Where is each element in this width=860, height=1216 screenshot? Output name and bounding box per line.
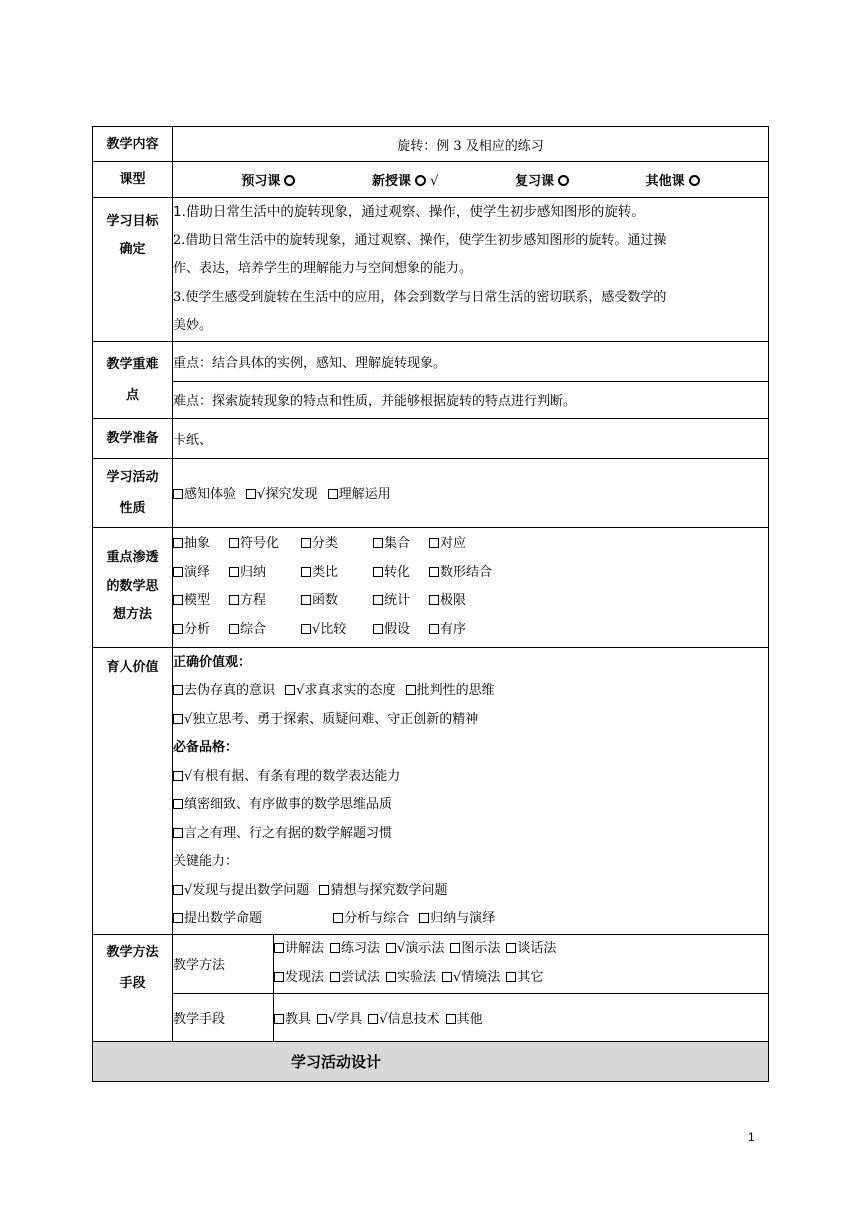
goal-item: 2.借助日常生活中的旋转现象，通过观察、操作，使学生初步感知图形的旋转。通过操 <box>173 232 667 248</box>
key-point-row <box>93 341 769 381</box>
character-checkbox[interactable]: 缜密细致、有序做事的数学思维品质 <box>173 791 768 820</box>
ability-line <box>173 905 768 934</box>
preparation-value: 卡纸、 <box>173 418 769 458</box>
lesson-type-option[interactable]: 其他课 <box>646 170 700 189</box>
method-line <box>274 935 768 964</box>
key-point-text: 重点：结合具体的实例，感知、理解旋转现象。 <box>173 341 769 381</box>
checkbox-icon <box>429 624 439 634</box>
thinking-checkbox[interactable]: 集合 <box>373 530 423 559</box>
checkbox-icon <box>173 624 183 634</box>
checkbox-icon <box>330 943 340 953</box>
methods-row <box>93 934 769 993</box>
values-checkbox[interactable]: √独立思考、勇于探索、质疑问难、守正创新的精神 <box>173 706 768 735</box>
thinking-checkbox[interactable]: 极限 <box>429 593 466 608</box>
checkbox-icon <box>301 538 311 548</box>
lesson-plan-table <box>92 126 769 1082</box>
thinking-checkbox[interactable]: 有序 <box>429 622 466 637</box>
method-checkbox[interactable]: 发现法 <box>274 970 324 985</box>
design-heading: 学习活动设计 <box>93 1041 769 1081</box>
method-checkbox[interactable]: 讲解法 <box>274 941 324 956</box>
lesson-type-option[interactable]: 复习课 <box>515 170 569 189</box>
thinking-checkbox[interactable]: 统计 <box>373 587 423 616</box>
thinking-line <box>173 587 768 616</box>
thinking-checkbox[interactable]: 方程 <box>229 587 295 616</box>
ability-checkbox[interactable]: 归纳与演绎 <box>419 911 495 926</box>
ability-checkbox[interactable]: 提出数学命题 <box>173 905 323 934</box>
values-heading: 正确价值观： <box>173 654 252 670</box>
ability-checkbox[interactable]: √发现与提出数学问题 <box>173 883 309 898</box>
means-checkbox[interactable]: √信息技术 <box>368 1012 439 1027</box>
activity-checkbox[interactable]: √探究发现 <box>246 487 317 502</box>
checkbox-icon <box>506 943 516 953</box>
radio-icon <box>284 175 295 186</box>
checkbox-icon <box>406 685 416 695</box>
goal-item: 美妙。 <box>173 318 213 333</box>
method-line <box>274 964 768 993</box>
preparation-row <box>93 418 769 458</box>
method-checkbox[interactable]: 图示法 <box>450 941 500 956</box>
goals-row <box>93 198 769 342</box>
content-value: 旋转：例 3 及相应的练习 <box>173 127 769 162</box>
checkbox-icon <box>373 538 383 548</box>
content-row <box>93 127 769 162</box>
checkbox-icon <box>301 567 311 577</box>
checkbox-icon <box>173 595 183 605</box>
checkbox-icon <box>330 972 340 982</box>
method-checkbox[interactable]: √情境法 <box>442 970 500 985</box>
ability-heading: 关键能力： <box>173 854 239 869</box>
methods-label: 教学方法 手段 <box>93 934 173 1041</box>
checkbox-icon <box>373 567 383 577</box>
thinking-checkbox[interactable]: 转化 <box>373 559 423 588</box>
character-heading: 必备品格： <box>173 740 239 755</box>
checkbox-icon <box>373 624 383 634</box>
checkbox-icon <box>173 771 183 781</box>
checkbox-icon <box>317 1014 327 1024</box>
thinking-line <box>173 559 768 588</box>
thinking-checkbox[interactable]: 归纳 <box>229 559 295 588</box>
checkbox-icon <box>386 943 396 953</box>
character-checkbox[interactable]: 言之有理、行之有据的数学解题习惯 <box>173 820 768 849</box>
checkbox-icon <box>173 538 183 548</box>
checkbox-icon <box>368 1014 378 1024</box>
thinking-checkbox[interactable]: √比较 <box>301 616 367 645</box>
key-points-label: 教学重难 点 <box>93 341 173 418</box>
preparation-label: 教学准备 <box>93 418 173 458</box>
checkbox-icon <box>173 685 183 695</box>
goal-item: 1.借助日常生活中的旋转现象，通过观察、操作，使学生初步感知图形的旋转。 <box>173 204 645 220</box>
checkbox-icon <box>274 972 284 982</box>
thinking-options <box>173 527 769 647</box>
method-checkbox[interactable]: 尝试法 <box>330 970 380 985</box>
ability-checkbox[interactable]: 分析与综合 <box>333 911 409 926</box>
ability-line <box>173 877 768 906</box>
thinking-checkbox[interactable]: 模型 <box>173 587 223 616</box>
radio-icon <box>689 175 700 186</box>
lesson-type-option[interactable]: 预习课 <box>241 170 295 189</box>
checkbox-icon <box>274 1014 284 1024</box>
activity-checkbox[interactable]: 感知体验 <box>173 487 236 502</box>
values-line <box>173 677 768 706</box>
checkbox-icon <box>173 828 183 838</box>
values-checkbox[interactable]: 批判性的思维 <box>406 683 495 698</box>
values-content <box>173 647 769 934</box>
checkbox-icon <box>429 538 439 548</box>
thinking-checkbox[interactable]: 对应 <box>429 536 466 551</box>
checkbox-icon <box>328 489 338 499</box>
checkbox-icon <box>386 972 396 982</box>
lesson-type-label: 课型 <box>93 162 173 198</box>
checkbox-icon <box>229 567 239 577</box>
checkbox-icon <box>229 595 239 605</box>
difficult-point-text: 难点：探索旋转现象的特点和性质，并能够根据旋转的特点进行判断。 <box>173 381 769 418</box>
checkbox-icon <box>246 489 256 499</box>
checkbox-icon <box>285 685 295 695</box>
lesson-type-options <box>173 162 769 198</box>
difficult-point-row <box>93 381 769 418</box>
activity-checkbox[interactable]: 理解运用 <box>328 487 391 502</box>
checkbox-icon <box>173 489 183 499</box>
method-sublabel: 教学方法 <box>173 934 274 993</box>
checkbox-icon <box>274 943 284 953</box>
activity-label: 学习活动 性质 <box>93 458 173 527</box>
lesson-type-option[interactable]: 新授课 √ <box>371 174 439 189</box>
means-options <box>274 993 769 1041</box>
goal-item: 3.使学生感受到旋转在生活中的应用，体会到数学与日常生活的密切联系，感受数学的 <box>173 289 667 305</box>
means-sublabel: 教学手段 <box>173 993 274 1041</box>
checkbox-icon <box>333 913 343 923</box>
thinking-checkbox[interactable]: 假设 <box>373 616 423 645</box>
values-checkbox[interactable]: 去伪存真的意识 <box>173 683 275 698</box>
values-label: 育人价值 <box>93 647 173 934</box>
checkbox-icon <box>173 567 183 577</box>
method-checkbox[interactable]: 练习法 <box>330 941 380 956</box>
means-checkbox[interactable]: √学具 <box>317 1012 362 1027</box>
checkbox-icon <box>446 1014 456 1024</box>
goals-label: 学习目标 确定 <box>93 198 173 342</box>
radio-icon <box>415 175 426 186</box>
lesson-type-row <box>93 162 769 198</box>
thinking-checkbox[interactable]: 分析 <box>173 616 223 645</box>
checkbox-icon <box>173 714 183 724</box>
ability-checkbox[interactable]: 猜想与探究数学问题 <box>319 883 447 898</box>
activity-options <box>173 458 769 527</box>
checkbox-icon <box>429 567 439 577</box>
thinking-checkbox[interactable]: 数形结合 <box>429 565 492 580</box>
thinking-row <box>93 527 769 647</box>
thinking-checkbox[interactable]: 类比 <box>301 559 367 588</box>
checkbox-icon <box>506 972 516 982</box>
method-options <box>274 934 769 993</box>
character-checkbox[interactable]: √有根有据、有条有理的数学表达能力 <box>173 763 768 792</box>
page-number: 1 <box>748 1130 755 1144</box>
method-checkbox[interactable]: 其它 <box>506 970 543 985</box>
means-checkbox[interactable]: 其他 <box>446 1012 483 1027</box>
checkbox-icon <box>173 913 183 923</box>
checkbox-icon <box>450 943 460 953</box>
thinking-checkbox[interactable]: 演绎 <box>173 559 223 588</box>
design-row <box>93 1041 769 1081</box>
checkbox-icon <box>173 799 183 809</box>
checkbox-icon <box>373 595 383 605</box>
thinking-checkbox[interactable]: 分类 <box>301 530 367 559</box>
values-checkbox[interactable]: √求真求实的态度 <box>285 683 395 698</box>
activity-row <box>93 458 769 527</box>
thinking-checkbox[interactable]: 符号化 <box>229 530 295 559</box>
goals-content <box>173 198 769 342</box>
thinking-checkbox[interactable]: 抽象 <box>173 530 223 559</box>
goal-item: 作、表达，培养学生的理解能力与空间想象的能力。 <box>173 261 473 276</box>
thinking-line <box>173 616 768 645</box>
checkbox-icon <box>173 885 183 895</box>
means-row <box>93 993 769 1041</box>
values-row <box>93 647 769 934</box>
checkbox-icon <box>301 595 311 605</box>
method-checkbox[interactable]: √演示法 <box>386 941 444 956</box>
thinking-checkbox[interactable]: 综合 <box>229 616 295 645</box>
radio-icon <box>558 175 569 186</box>
means-checkbox[interactable]: 教具 <box>274 1012 311 1027</box>
method-checkbox[interactable]: 谈话法 <box>506 941 556 956</box>
checkbox-icon <box>419 913 429 923</box>
checkbox-icon <box>229 538 239 548</box>
thinking-checkbox[interactable]: 函数 <box>301 587 367 616</box>
content-label: 教学内容 <box>93 127 173 162</box>
checkbox-icon <box>429 595 439 605</box>
checkbox-icon <box>229 624 239 634</box>
checkbox-icon <box>319 885 329 895</box>
thinking-label: 重点渗透 的数学思 想方法 <box>93 527 173 647</box>
method-checkbox[interactable]: 实验法 <box>386 970 436 985</box>
thinking-line <box>173 530 768 559</box>
checkbox-icon <box>442 972 452 982</box>
checkbox-icon <box>301 624 311 634</box>
